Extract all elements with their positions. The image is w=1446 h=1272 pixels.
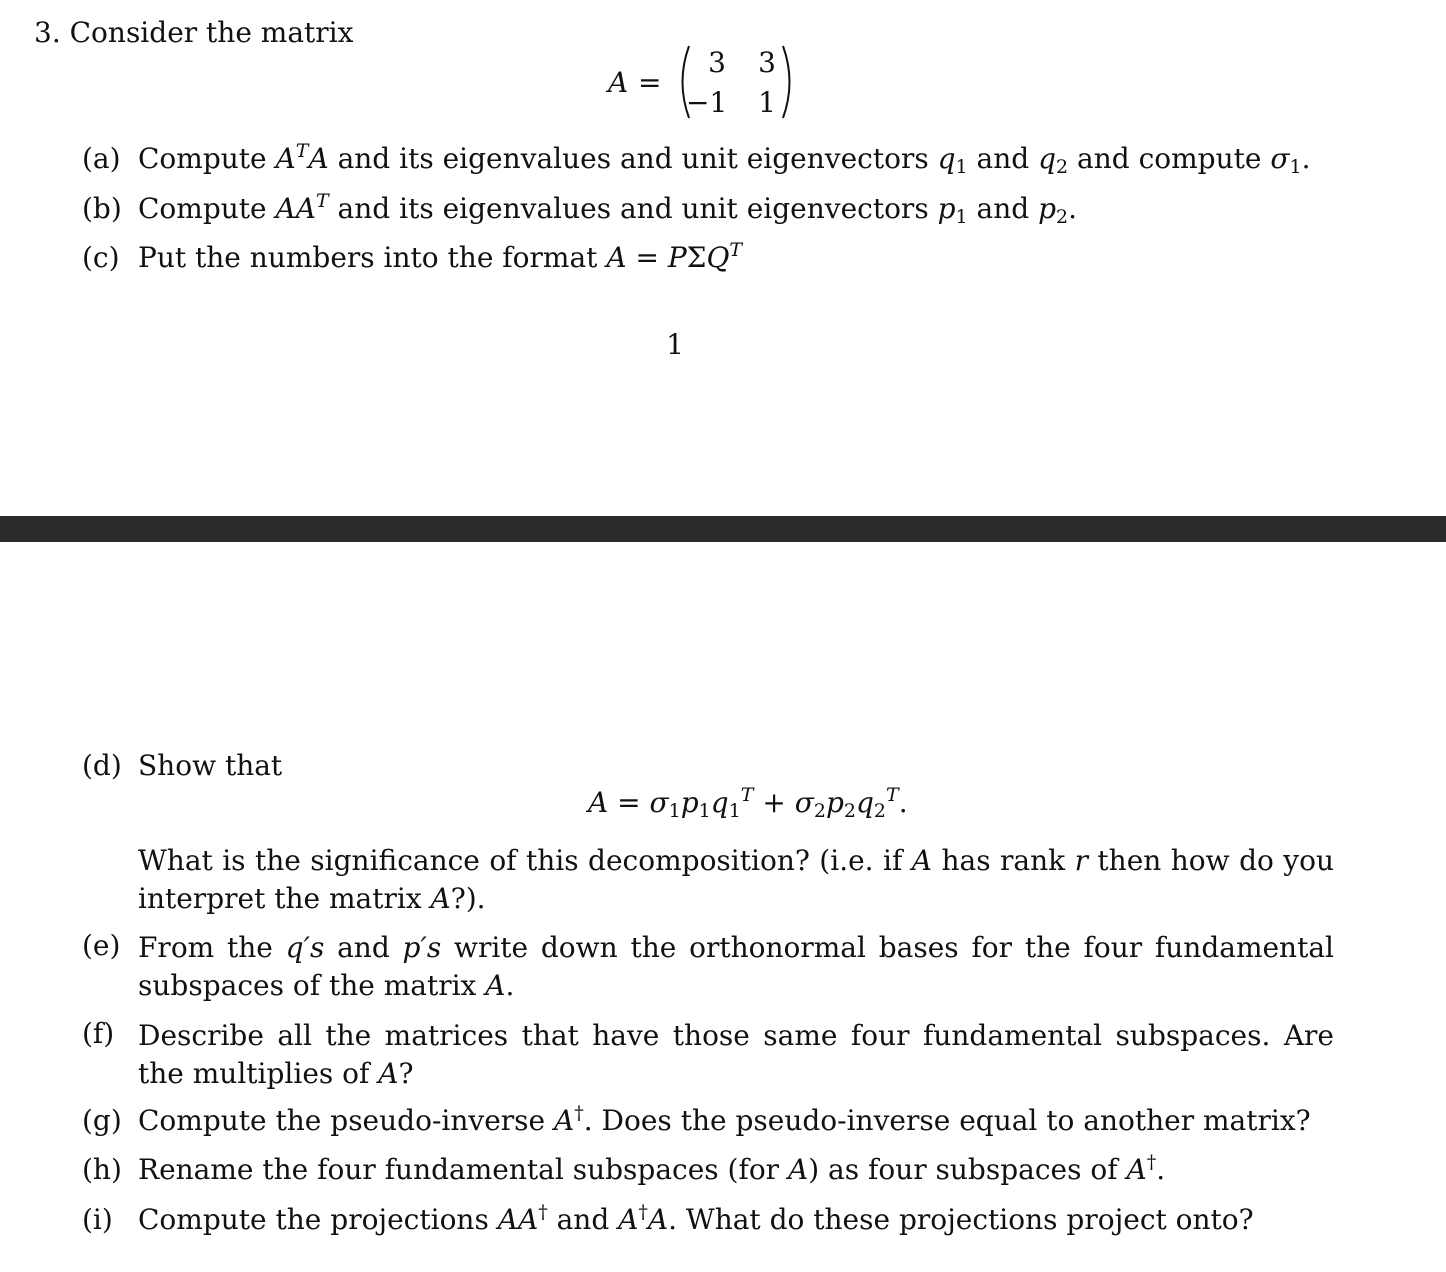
item-f-text: Describe all the matrices that have those same four fundamental subspaces. Are the multiplies of A? [138,1019,1334,1090]
item-g-label: (g) [82,1104,122,1137]
item-d-text: Show that [138,749,283,782]
item-d-label: (d) [82,749,122,782]
item-i-label: (i) [82,1203,113,1236]
page-2 [0,542,1446,1272]
item-c-label: (c) [82,241,120,274]
equals-sign: = [638,66,662,99]
problem-intro: Consider the matrix [69,16,354,49]
decomposition-equation: $A = \sigma_1p_1q_1^T + \sigma_2p_2q_2^T$. [588,784,908,822]
problem-header [34,16,353,49]
item-a-text: Compute $A^TA$ and its eigenvalues and unit eigenvectors $q_1$ and $q_2$ and compute $\sigma_1$. [138,140,1311,178]
item-i-text: Compute the projections AA† and A†A. What do these projections project onto? [138,1201,1254,1236]
item-b-text: Compute $AA^T$ and its eigenvalues and unit eigenvectors $p_1$ and $p_2$. [138,190,1078,228]
item-d-followup: What is the significance of this decomposition? (i.e. if A has rank r then how do you interpret the matrix A?). [138,844,1335,915]
item-e-label: (e) [82,929,121,962]
matrix-cell-2-1: −1 [686,86,728,119]
item-c-text: Put the numbers into the format $A = P\Sigma Q^T$ [138,239,743,274]
item-a-label: (a) [82,142,121,175]
page-number: 1 [666,328,684,361]
problem-number: 3. [34,16,61,49]
matrix-cell-1-2: 3 [758,46,776,79]
item-e-text: From the q′s and p′s write down the orthonormal bases for the four fundamental subspaces of the matrix A. [138,931,1334,1002]
item-b-label: (b) [82,192,122,225]
page-divider [0,516,1446,542]
item-h-text: Rename the four fundamental subspaces (for A) as four subspaces of A†. [138,1151,1166,1186]
item-h-label: (h) [82,1153,122,1186]
matrix-cell-2-2: 1 [758,86,776,119]
item-g-text: Compute the pseudo-inverse A†. Does the pseudo-inverse equal to another matrix? [138,1102,1311,1137]
matrix-name: A [608,66,629,99]
right-paren-icon [780,44,798,120]
matrix-cell-1-1: 3 [708,46,726,79]
page-1 [0,0,1446,516]
matrix-equation [608,44,818,120]
item-f-label: (f) [82,1017,115,1050]
